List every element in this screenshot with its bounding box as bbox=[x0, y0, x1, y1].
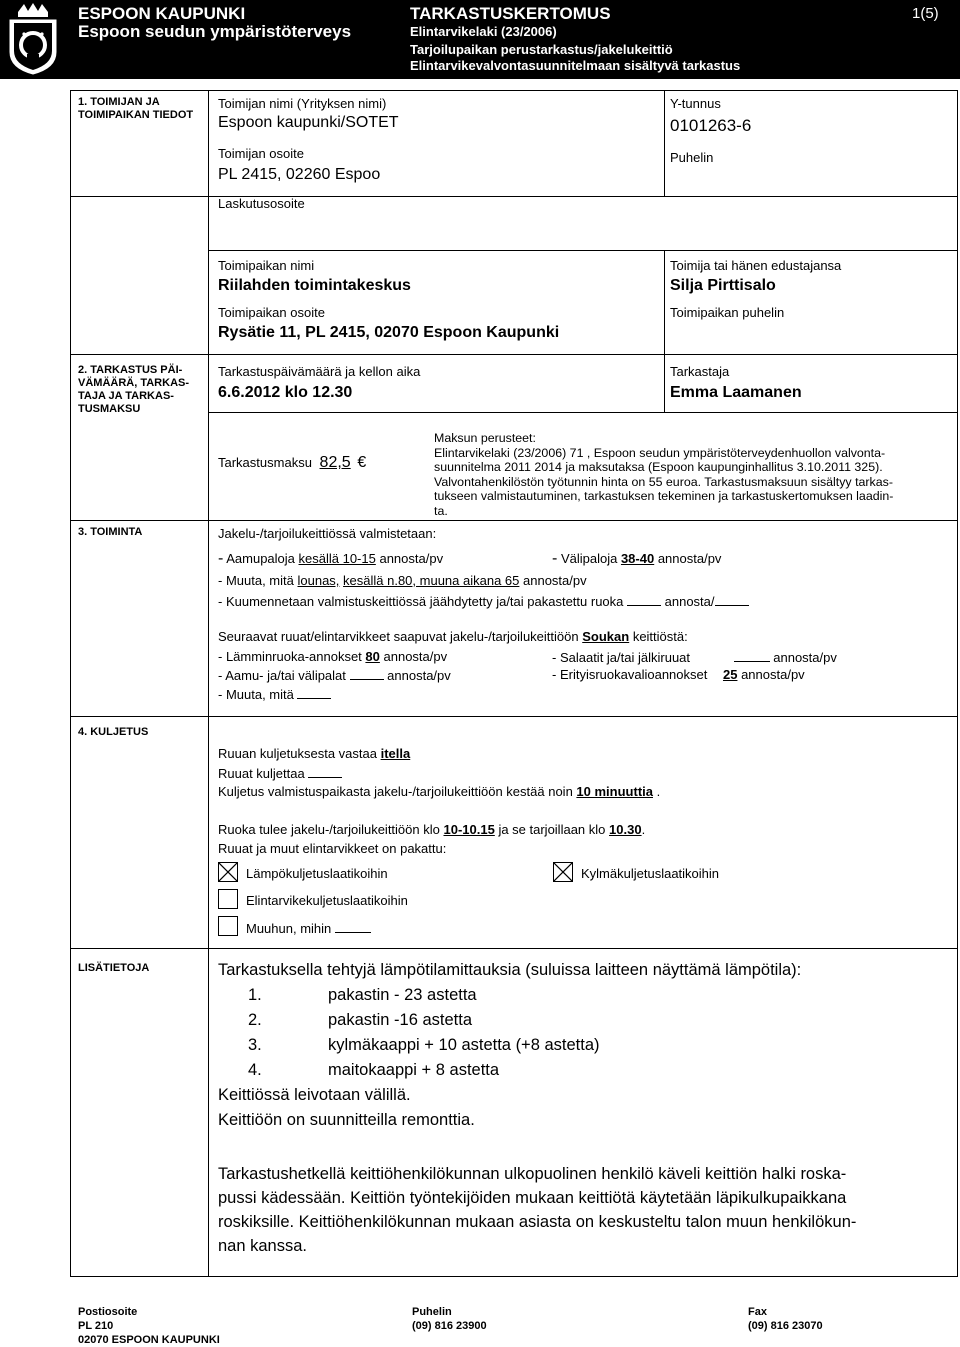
page-number: 1(5) bbox=[912, 5, 939, 22]
inspection-date-label: Tarkastuspäivämäärä ja kellon aika bbox=[218, 364, 421, 379]
fee-row bbox=[218, 454, 366, 472]
measurement-number: 1. bbox=[248, 986, 262, 1004]
frame-col-mid bbox=[208, 577, 209, 717]
heat-boxes-label: Lämpökuljetuslaatikoihin bbox=[246, 866, 388, 881]
frame-col-5 bbox=[208, 948, 209, 1276]
frame-top bbox=[70, 90, 958, 91]
observation-paragraph: Tarkastushetkellä keittiöhenkilökunnan ulkopuolinen henkilö käveli keittiön halki roska- pussi kädessään. Keittiön työntekijöiden mukaan keittiötä käytetään läpikulkupaikkana roskiksille. Keittiöhenkilökunnan mukaan asiasta on keskusteltu talon muun henkilökun- nan kanssa. bbox=[218, 1165, 857, 1255]
packed-label: Ruuat ja muut elintarvikkeet on pakattu: bbox=[218, 841, 447, 856]
measurement-text: maitokaappi + 8 astetta bbox=[328, 1061, 500, 1079]
fee-basis: Maksun perusteet: Elintarvikelaki (23/2006) 71 , Espoon seudun ympäristöterveydenhuollon valvonta- suunnitelma 2011 2014 ja maksutaksa (Espoon kaupunginhallitus 3.10.2011 325). Valvontahenkilöstön työtunnin hinta on 55 euroa. Tarkastusmaksuun sisältyy tarkas- tukseen valmistautuminen, tarkastuksen tekeminen ja tarkastuskertomuksen laadin- ta. bbox=[434, 431, 894, 518]
footer-postal: Postiosoite PL 210 02070 ESPOON KAUPUNKI bbox=[78, 1306, 220, 1346]
measurement-number: 2. bbox=[248, 1011, 262, 1029]
measurements-intro: Tarkastuksella tehtyjä lämpötilamittauksia (suluissa laitteen näyttämä lämpötila): bbox=[218, 961, 802, 979]
inspector: Emma Laamanen bbox=[670, 384, 802, 401]
operator-name: Espoon kaupunki/SOTET bbox=[218, 114, 399, 131]
breakfast-row: - Aamupaloja kesällä 10-15 annosta/pv bbox=[218, 550, 444, 567]
site-name: Riilahden toimintakeskus bbox=[218, 277, 411, 294]
cold-boxes-label: Kylmäkuljetuslaatikoihin bbox=[581, 866, 720, 881]
frame-h7 bbox=[70, 948, 958, 949]
footer-phone: Puhelin (09) 816 23900 bbox=[412, 1306, 487, 1332]
arrival-time: Ruoka tulee jakelu-/tarjoilukeittiöön klo 10-10.15 ja se tarjoillaan klo 10.30. bbox=[218, 822, 646, 837]
section3-title: 3. TOIMINTA bbox=[78, 526, 143, 538]
other-packing-label: Muuhun, mihin bbox=[246, 920, 371, 936]
org-unit: Espoon seudun ympäristöterveys bbox=[78, 22, 352, 41]
frame-h6 bbox=[70, 716, 958, 717]
food-boxes-label: Elintarvikekuljetuslaatikoihin bbox=[246, 893, 408, 908]
frame-left-5 bbox=[70, 948, 71, 1276]
measurement-text: pakastin -16 astetta bbox=[328, 1011, 473, 1029]
frame-h4 bbox=[208, 412, 958, 413]
site-address-label: Toimipaikan osoite bbox=[218, 305, 325, 320]
transport-responsible: Ruuan kuljetuksesta vastaa itella bbox=[218, 746, 411, 761]
doc-subtitle-law: Elintarvikelaki (23/2006) bbox=[410, 24, 557, 39]
checkbox-other-packing[interactable] bbox=[218, 916, 238, 936]
ytunnus: 0101263-6 bbox=[670, 116, 752, 135]
frame-right-4 bbox=[957, 716, 958, 948]
frame-h3 bbox=[70, 354, 958, 355]
arrive-row: Seuraavat ruuat/elintarvikkeet saapuvat jakelu-/tarjoilukeittiöön Soukan keittiöstä: bbox=[218, 629, 688, 644]
transport-duration: Kuljetus valmistuspaikasta jakelu-/tarjoilukeittiöön kestää noin 10 minuuttia . bbox=[218, 784, 661, 799]
frame-left-mid bbox=[70, 577, 71, 717]
frame-left-upper bbox=[70, 90, 71, 577]
representative-label: Toimija tai hänen edustajansa bbox=[670, 258, 842, 273]
frame-h2 bbox=[208, 250, 958, 251]
fee-label: Tarkastusmaksu bbox=[218, 455, 312, 470]
salad-row: - Salaatit ja/tai jälkiruuat annosta/pv bbox=[552, 650, 837, 665]
section2-title: 2. TARKASTUS PÄI- VÄMÄÄRÄ, TARKAS- TAJA JA TARKAS- TUSMAKSU bbox=[78, 364, 190, 415]
site-name-label: Toimipaikan nimi bbox=[218, 258, 315, 273]
operator-address: PL 2415, 02260 Espoo bbox=[218, 166, 381, 183]
ytunnus-label: Y-tunnus bbox=[670, 96, 721, 111]
other-row: - Muuta, mitä lounas, kesällä n.80, muuna aikana 65 annosta/pv bbox=[218, 573, 587, 588]
operator-address-label: Toimijan osoite bbox=[218, 146, 304, 161]
misc-row: - Muuta, mitä bbox=[218, 686, 331, 702]
frame-h5 bbox=[70, 520, 958, 521]
special-diet-row: - Erityisruokavalioannokset 25 annosta/pv bbox=[552, 667, 805, 682]
prep-label: Jakelu-/tarjoilukeittiössä valmistetaan: bbox=[218, 526, 437, 541]
note-baking: Keittiössä leivotaan välillä. bbox=[218, 1086, 411, 1104]
espoo-coat-of-arms-icon bbox=[4, 2, 62, 76]
measurement-number: 3. bbox=[248, 1036, 262, 1054]
org-name: ESPOON KAUPUNKI bbox=[78, 4, 246, 23]
frame-right-upper bbox=[957, 90, 958, 577]
frame-right-5 bbox=[957, 948, 958, 1276]
doc-subtitle-type: Tarjoilupaikan perustarkastus/jakelukeittiö bbox=[410, 42, 673, 57]
euro-sign-icon: € bbox=[357, 454, 367, 471]
morning-row: - Aamu- ja/tai välipalat annosta/pv bbox=[218, 668, 451, 683]
site-address: Rysätie 11, PL 2415, 02070 Espoon Kaupunki bbox=[218, 324, 560, 341]
fee-value: 82,5 bbox=[319, 454, 351, 471]
note-renovation: Keittiöön on suunnitteilla remonttia. bbox=[218, 1111, 475, 1129]
snack-row: - Välipaloja 38-40 annosta/pv bbox=[552, 550, 722, 567]
operator-name-label: Toimijan nimi (Yrityksen nimi) bbox=[218, 96, 387, 111]
transport-carrier: Ruuat kuljettaa bbox=[218, 765, 342, 781]
checkbox-food-boxes[interactable] bbox=[218, 889, 238, 909]
measurement-number: 4. bbox=[248, 1061, 262, 1079]
measurement-text: kylmäkaappi + 10 astetta (+8 astetta) bbox=[328, 1036, 600, 1054]
frame-right-mid bbox=[957, 577, 958, 717]
doc-title: TARKASTUSKERTOMUS bbox=[410, 4, 611, 23]
checkbox-cold-boxes[interactable] bbox=[553, 862, 573, 882]
frame-left-4 bbox=[70, 716, 71, 948]
section1-title: 1. TOIMIJAN JA TOIMIPAIKAN TIEDOT bbox=[78, 96, 194, 121]
warm-meals-row: - Lämminruoka-annokset 80 annosta/pv bbox=[218, 649, 448, 664]
inspector-label: Tarkastaja bbox=[670, 364, 730, 379]
representative: Silja Pirttisalo bbox=[670, 277, 776, 294]
checkbox-heat-boxes[interactable] bbox=[218, 862, 238, 882]
frame-col-4 bbox=[208, 716, 209, 948]
frame-col-divider-2 bbox=[664, 90, 665, 196]
doc-subtitle-plan: Elintarvikevalvontasuunnitelmaan sisältyvä tarkastus bbox=[410, 58, 741, 73]
frame-col-divider bbox=[208, 90, 209, 577]
measurement-text: pakastin - 23 astetta bbox=[328, 986, 477, 1004]
section4-title: 4. KULJETUS bbox=[78, 726, 149, 738]
frame-bottom bbox=[70, 1276, 958, 1277]
page-header bbox=[0, 0, 960, 79]
footer-fax: Fax (09) 816 23070 bbox=[748, 1306, 823, 1332]
phone-label: Puhelin bbox=[670, 150, 714, 165]
inspection-date: 6.6.2012 klo 12.30 bbox=[218, 384, 353, 401]
frame-col-divider-3 bbox=[664, 250, 665, 412]
chilled-row: - Kuumennetaan valmistuskeittiössä jäähdytetty ja/tai pakastettu ruoka annosta/ bbox=[218, 593, 749, 609]
billing-address-label: Laskutusosoite bbox=[218, 196, 305, 211]
extra-info-title: LISÄTIETOJA bbox=[78, 962, 150, 974]
frame-h1 bbox=[70, 196, 958, 197]
site-phone-label: Toimipaikan puhelin bbox=[670, 305, 785, 320]
